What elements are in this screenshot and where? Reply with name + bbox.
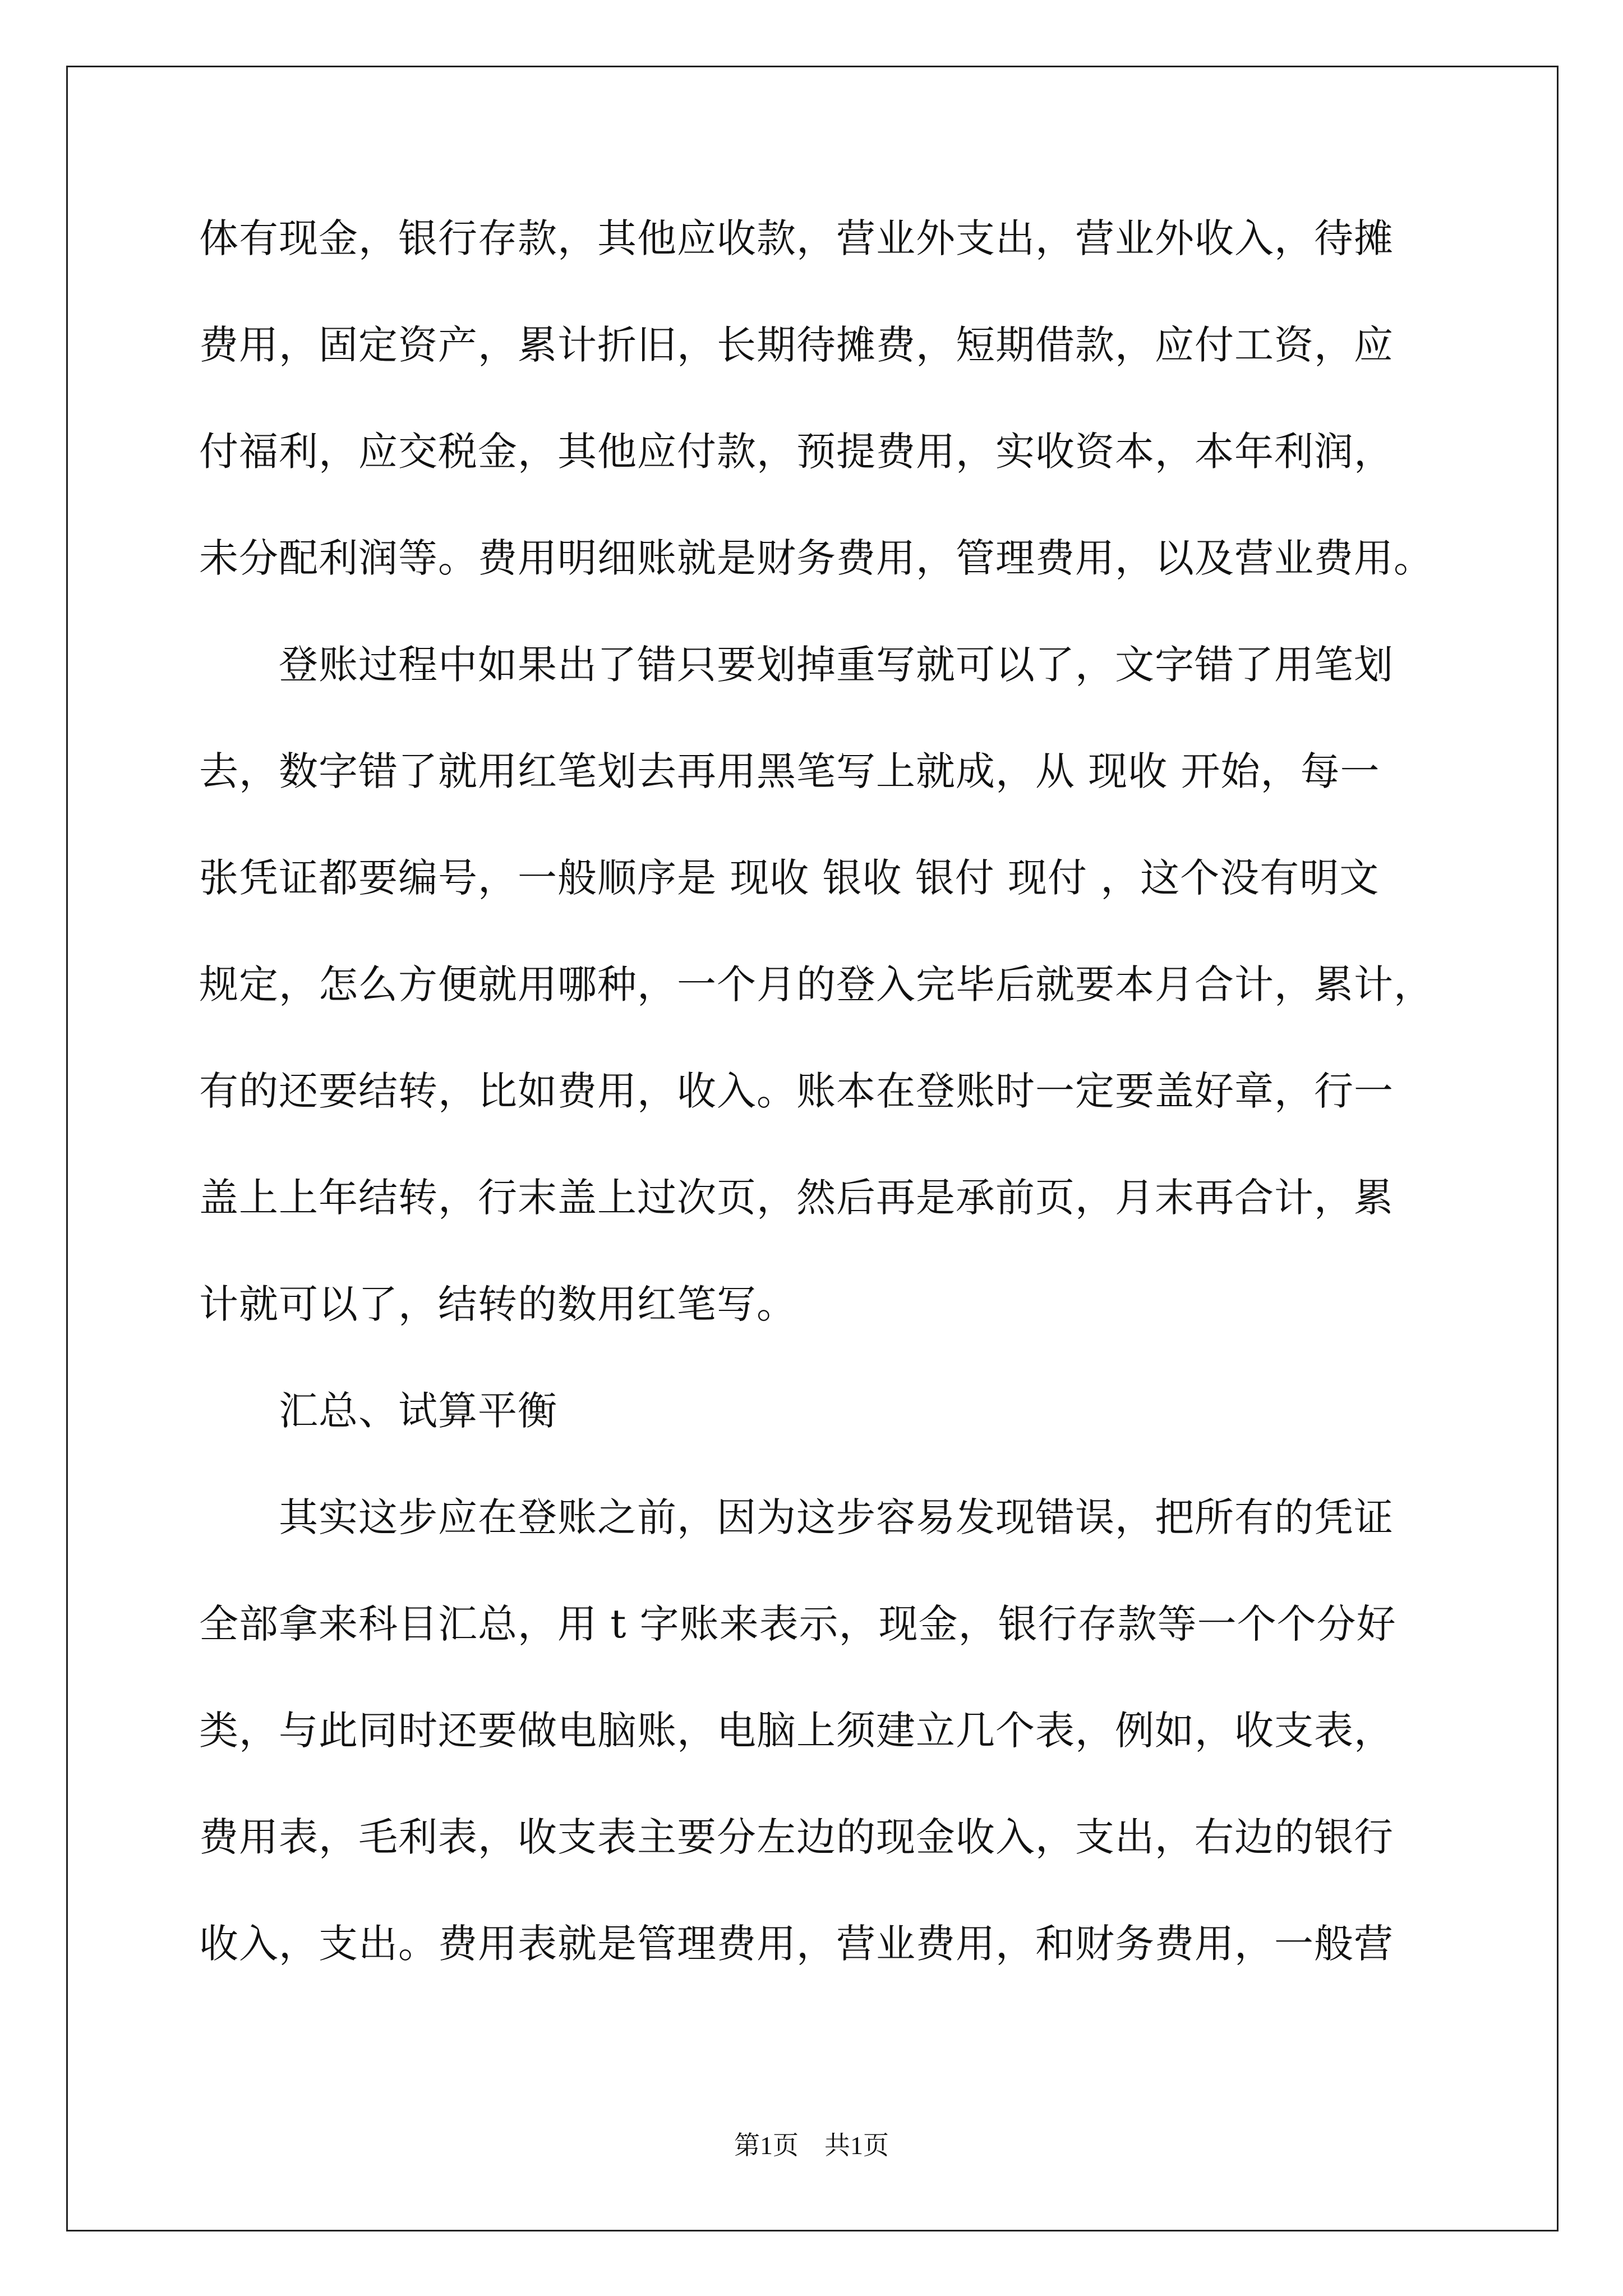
text-line: 费用，固定资产，累计折旧，长期待摊费，短期借款，应付工资，应: [199, 322, 1394, 368]
text-line: 全部拿来科目汇总，用 t 字账来表示，现金，银行存款等一个个分好: [199, 1601, 1396, 1647]
text-line: 盖上上年结转，行末盖上过次页，然后再是承前页，月末再合计，累: [199, 1175, 1394, 1221]
text-line: 计就可以了，结转的数用红笔写。: [199, 1281, 796, 1327]
text-line: 付福利，应交税金，其他应付款，预提费用，实收资本，本年利润，: [199, 429, 1394, 475]
text-line: 未分配利润等。费用明细账就是财务费用，管理费用，以及营业费用。: [199, 535, 1433, 581]
page-number-footer: 第1页 共1页: [734, 2131, 889, 2160]
text-line: 有的还要结转，比如费用，收入。账本在登账时一定要盖好章，行一: [199, 1068, 1394, 1114]
text-line: 体有现金，银行存款，其他应收款，营业外支出，营业外收入，待摊: [199, 215, 1394, 261]
text-line: 张凭证都要编号，一般顺序是 现收 银收 银付 现付 ，这个没有明文: [199, 855, 1380, 901]
text-line: 费用表，毛利表，收支表主要分左边的现金收入，支出，右边的银行: [199, 1814, 1394, 1860]
text-line: 去，数字错了就用红笔划去再用黑笔写上就成，从 现收 开始，每一: [199, 748, 1380, 794]
text-line: 收入，支出。费用表就是管理费用，营业费用，和财务费用，一般营: [199, 1921, 1394, 1967]
page-border: [66, 66, 1559, 2231]
section-heading: 汇总、试算平衡: [199, 1388, 557, 1434]
text-line: 其实这步应在登账之前，因为这步容易发现错误，把所有的凭证: [199, 1494, 1394, 1540]
text-line: 规定，怎么方便就用哪种，一个月的登入完毕后就要本月合计，累计，: [199, 961, 1433, 1007]
text-line: 类，与此同时还要做电脑账，电脑上须建立几个表，例如，收支表，: [199, 1708, 1394, 1754]
text-line: 登账过程中如果出了错只要划掉重写就可以了，文字错了用笔划: [199, 642, 1394, 688]
